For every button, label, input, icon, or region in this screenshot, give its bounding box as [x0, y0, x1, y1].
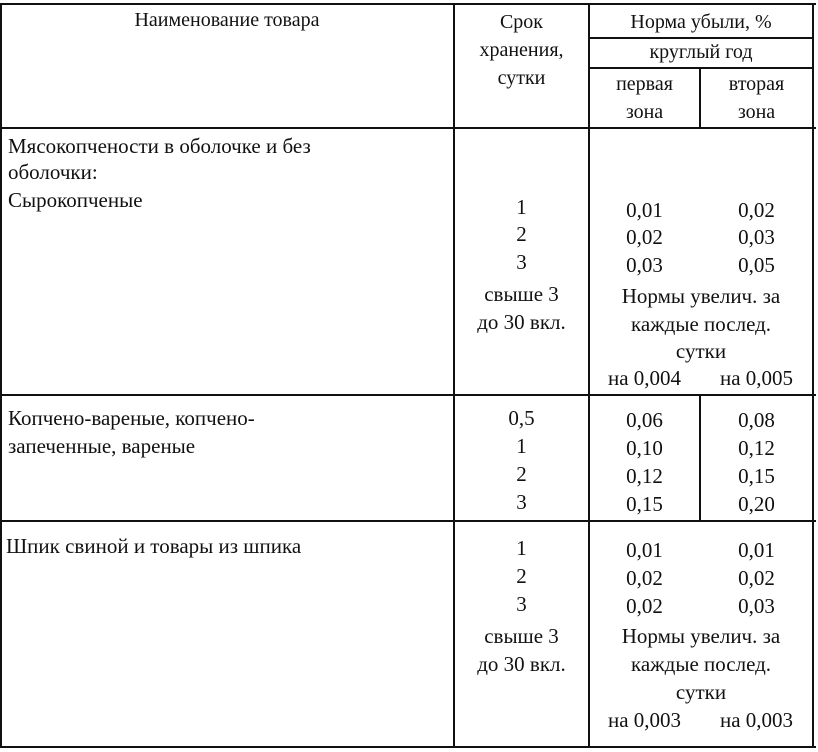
header-term-line2: хранения, [479, 39, 564, 61]
table-bottom-border [0, 746, 816, 748]
section3-note-line1: Нормы увелич. за [621, 624, 781, 648]
header-term-line1: Срок [499, 11, 544, 33]
section2-days-4: 3 [516, 490, 527, 514]
section1-inc-z2: на 0,005 [719, 366, 794, 390]
header-zone1-line2: зона [625, 101, 664, 123]
section2-z2-4: 0,20 [738, 492, 775, 516]
section1-days-3: 3 [516, 250, 527, 274]
section1-name-line3: Сырокопченые [8, 188, 143, 212]
section3-name-line1: Шпик свиной и товары из шпика [6, 534, 302, 558]
section1-note-line1: Нормы увелич. за [621, 284, 781, 308]
section2-z2-3: 0,15 [738, 464, 775, 488]
section1-inc-z1: на 0,004 [607, 366, 682, 390]
section1-note-line2: каждые послед. [630, 312, 772, 336]
section3-z2-3: 0,03 [738, 594, 775, 618]
section1-z2-2: 0,03 [738, 225, 775, 249]
section3-z2-2: 0,02 [738, 566, 775, 590]
section3-z1-1: 0,01 [626, 538, 663, 562]
header-zone2-line2: зона [737, 101, 776, 123]
section2-z2-1: 0,08 [738, 408, 775, 432]
section1-days-1: 1 [516, 195, 527, 219]
section3-z2-1: 0,01 [738, 538, 775, 562]
section3-days-1: 1 [516, 536, 527, 560]
section1-name-line2: оболочки: [8, 160, 98, 184]
section2-days-2: 1 [516, 434, 527, 458]
section1-over-line1: свыше 3 [484, 282, 559, 306]
section1-z1-1: 0,01 [626, 198, 663, 222]
header-term-line3: сутки [497, 67, 546, 89]
section2-name-line1: Копчено-вареные, копчено- [8, 406, 255, 430]
section1-z1-2: 0,02 [626, 225, 663, 249]
section3-note-line3: сутки [675, 680, 727, 704]
header-bottom-border [0, 127, 816, 129]
section3-inc-z1: на 0,003 [607, 708, 682, 732]
section3-note-line2: каждые послед. [630, 652, 772, 676]
section1-z2-1: 0,02 [738, 198, 775, 222]
section2-z1-2: 0,10 [626, 436, 663, 460]
section2-bottom-border [0, 520, 816, 522]
section1-note-line3: сутки [675, 339, 727, 363]
table-top-border [0, 3, 816, 5]
section1-bottom-border [0, 394, 816, 396]
header-zone1-line1: первая [616, 73, 673, 95]
header-year-round: круглый год [649, 41, 753, 63]
section1-name-line1: Мясокопчености в оболочке и без [8, 134, 311, 158]
section3-over-line2: до 30 вкл. [477, 652, 566, 676]
header-norm: Норма убыли, % [630, 11, 772, 33]
table-right-border [812, 3, 814, 748]
section3-days-3: 3 [516, 592, 527, 616]
header-zone2-line1: вторая [728, 73, 785, 95]
section3-days-2: 2 [516, 564, 527, 588]
section2-z1-3: 0,12 [626, 464, 663, 488]
section1-z1-3: 0,03 [626, 253, 663, 277]
section3-inc-z2: на 0,003 [719, 708, 794, 732]
section3-z1-3: 0,02 [626, 594, 663, 618]
section3-z1-2: 0,02 [626, 566, 663, 590]
section2-z1-4: 0,15 [626, 492, 663, 516]
section2-days-1: 0,5 [508, 406, 535, 430]
section1-days-2: 2 [516, 222, 527, 246]
section2-z2-2: 0,12 [738, 436, 775, 460]
section2-name-line2: запеченные, вареные [8, 434, 196, 458]
year-header-divider [588, 67, 814, 69]
section2-z1-1: 0,06 [626, 408, 663, 432]
section3-over-line1: свыше 3 [484, 624, 559, 648]
section1-over-line2: до 30 вкл. [477, 310, 566, 334]
table-left-border [0, 3, 2, 748]
header-name: Наименование товара [134, 9, 320, 31]
section1-z2-3: 0,05 [738, 253, 775, 277]
section2-days-3: 2 [516, 462, 527, 486]
